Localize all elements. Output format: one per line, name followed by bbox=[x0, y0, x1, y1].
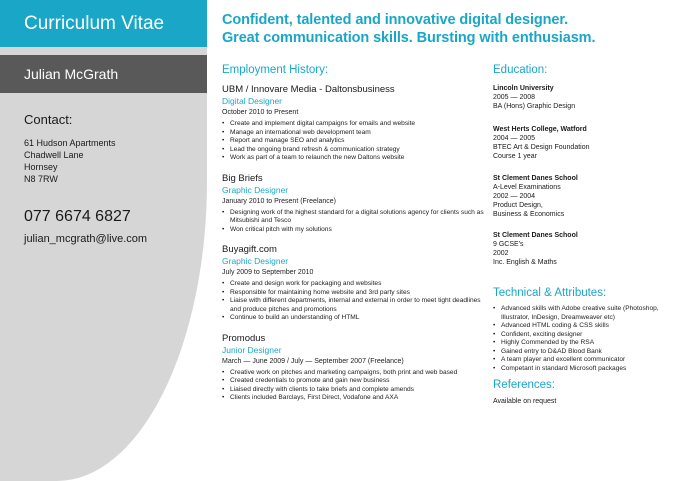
technical-bullets bbox=[493, 305, 673, 373]
education-line: Product Design, bbox=[493, 202, 543, 209]
technical-heading: Technical & Attributes: bbox=[493, 287, 607, 299]
job-role: Graphic Designer bbox=[222, 184, 289, 195]
job-bullet: • Report and manage SEO and analytics bbox=[222, 137, 484, 146]
education-heading: Education: bbox=[493, 64, 548, 76]
job-bullets bbox=[222, 209, 484, 235]
job-entry bbox=[222, 244, 484, 323]
education-line: BTEC Art & Design Foundation bbox=[493, 144, 590, 151]
job-bullet: • Lead the ongoing brand refresh & communication strategy bbox=[222, 146, 484, 155]
job-bullets bbox=[222, 369, 484, 403]
job-bullet: • Continue to build an understanding of HTML bbox=[222, 314, 484, 323]
job-bullet: • Created credentials to promote and gain new business bbox=[222, 377, 484, 386]
technical-bullet: • Advanced HTML coding & CSS skills bbox=[493, 322, 673, 331]
references-heading: References: bbox=[493, 379, 556, 391]
address-line: Chadwell Lane bbox=[24, 150, 84, 160]
school-name: Lincoln University bbox=[493, 85, 554, 92]
phone-number: 077 6674 6827 bbox=[24, 208, 131, 225]
job-bullet: • Creative work on pitches and marketing campaigns, both print and web based bbox=[222, 369, 484, 378]
job-entry bbox=[222, 84, 484, 163]
job-bullet: • Responsible for maintaining home website and 3rd party sites bbox=[222, 289, 484, 298]
job-bullets bbox=[222, 280, 484, 323]
technical-bullet: • Confident, exciting designer bbox=[493, 331, 673, 340]
education-line: Inc. English & Maths bbox=[493, 259, 557, 266]
job-role: Graphic Designer bbox=[222, 256, 289, 266]
education-line: 2004 — 2005 bbox=[493, 135, 536, 142]
job-dates: January 2010 to Present (Freelance) bbox=[222, 197, 337, 205]
education-line: 9 GCSE's bbox=[493, 241, 524, 248]
job-bullet: • Won critical pitch with my solutions bbox=[222, 226, 484, 235]
education-entry bbox=[493, 231, 673, 267]
technical-bullet: • Highly Commended by the RSA bbox=[493, 339, 673, 348]
job-role: Digital Designer bbox=[222, 96, 282, 106]
employment-heading: Employment History: bbox=[222, 64, 329, 76]
technical-bullet: • Gained entry to D&AD Blood Bank bbox=[493, 348, 673, 357]
education-line: Course 1 year bbox=[493, 153, 537, 160]
job-company: UBM / Innovare Media - Daltonsbusiness bbox=[222, 84, 395, 95]
headline-line: Great communication skills. Bursting with enthusiasm. bbox=[222, 30, 596, 46]
employment-section bbox=[222, 64, 484, 413]
references-text: Available on request bbox=[493, 398, 557, 405]
job-dates: July 2009 to September 2010 bbox=[222, 269, 314, 276]
address-line: 61 Hudson Apartments bbox=[24, 138, 116, 148]
job-company: Buyagift.com bbox=[222, 244, 277, 255]
contact-heading: Contact: bbox=[24, 112, 73, 127]
headline-line: Confident, talented and innovative digital designer. bbox=[222, 12, 569, 28]
job-bullet: • Manage an international web development team bbox=[222, 129, 484, 138]
person-name: Julian McGrath bbox=[0, 55, 207, 93]
job-bullet: • Create and design work for packaging and websites bbox=[222, 280, 484, 289]
education-line: 2002 bbox=[493, 250, 509, 257]
education-entry bbox=[493, 84, 673, 111]
job-bullet: • Create and implement digital campaigns for emails and website bbox=[222, 120, 484, 129]
address-line: N8 7RW bbox=[24, 174, 58, 184]
education-line: A-Level Examinations bbox=[493, 184, 561, 191]
job-bullets bbox=[222, 120, 484, 163]
education-line: Business & Economics bbox=[493, 211, 565, 218]
technical-bullet: • Competant in standard Microsoft packages bbox=[493, 365, 673, 374]
job-entry bbox=[222, 333, 484, 403]
address-block bbox=[24, 137, 116, 185]
job-bullet: • Work as part of a team to relaunch the new Daltons website bbox=[222, 154, 484, 163]
right-column bbox=[493, 64, 673, 405]
education-entry bbox=[493, 125, 673, 161]
school-name: St Clement Danes School bbox=[493, 175, 578, 182]
job-role: Junior Designer bbox=[222, 344, 282, 355]
education-line: BA (Hons) Graphic Design bbox=[493, 103, 576, 110]
job-bullet: • Designing work of the highest standard for a digital solutions agency for clients such as Mitsubishi and Tesco bbox=[222, 209, 484, 226]
education-entry bbox=[493, 174, 673, 219]
job-dates: March — June 2009 / July — September 2007 (Freelance) bbox=[222, 357, 404, 365]
education-line: 2005 — 2008 bbox=[493, 94, 536, 101]
sidebar bbox=[0, 0, 207, 481]
education-line: 2002 — 2004 bbox=[493, 193, 536, 200]
job-entry bbox=[222, 173, 484, 235]
school-name: St Clement Danes School bbox=[493, 232, 578, 239]
job-dates: October 2010 to Present bbox=[222, 109, 299, 116]
email-address[interactable]: julian_mcgrath@live.com bbox=[24, 233, 148, 245]
job-bullet: • Clients included Barclays, First Direct, Vodafone and AXA bbox=[222, 394, 484, 403]
school-name: West Herts College, Watford bbox=[493, 126, 587, 133]
job-company: Promodus bbox=[222, 332, 266, 344]
job-company: Big Briefs bbox=[222, 172, 263, 184]
technical-bullet: • A team player and excellent communicator bbox=[493, 356, 673, 365]
job-bullet: • Liaised directly with clients to take briefs and complete amends bbox=[222, 386, 484, 395]
technical-bullet: • Advanced skills with Adobe creative suite (Photoshop, Illustrator, InDesign, Dreamweaver etc) bbox=[493, 305, 673, 322]
address-line: Hornsey bbox=[24, 162, 58, 172]
headline bbox=[222, 11, 672, 47]
cv-title: Curriculum Vitae bbox=[0, 0, 207, 47]
job-bullet: • Liaise with different departments, internal and external in order to meet tight deadlines and produce pitches and promotions bbox=[222, 297, 484, 314]
